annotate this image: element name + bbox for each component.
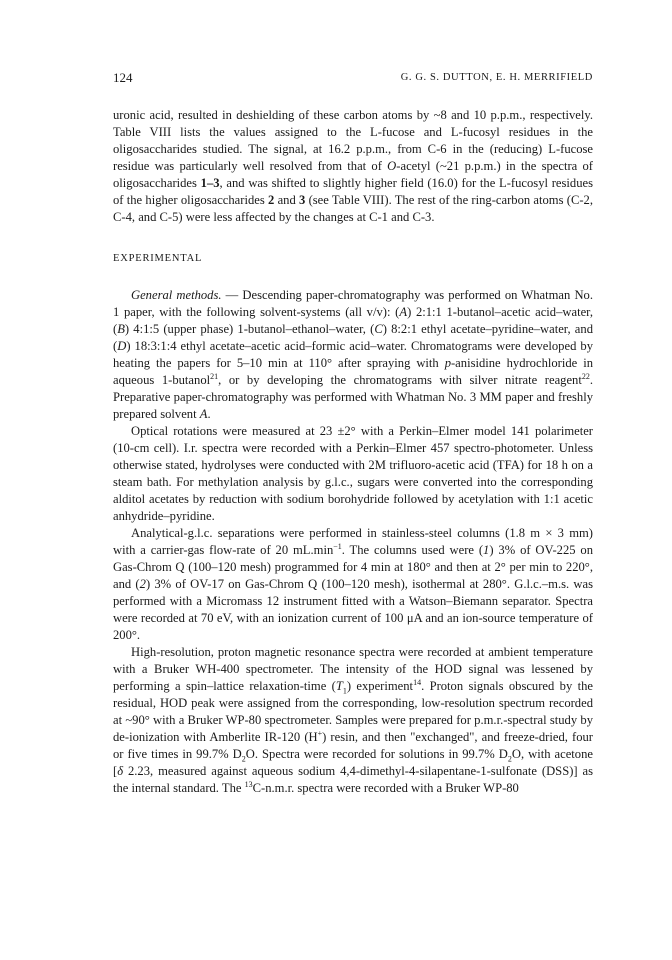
- article-body: [113, 107, 593, 797]
- running-head: G. G. S. DUTTON, E. H. MERRIFIELD: [400, 72, 593, 83]
- section-heading-experimental: EXPERIMENTAL: [113, 253, 203, 264]
- page-number: 124: [113, 70, 133, 85]
- general-methods-title: General methods.: [131, 288, 222, 302]
- paragraph-results-continued: uronic acid, resulted in deshielding of these carbon atoms by ~8 and 10 p.p.m., respectively. Table VIII lists the values assigned to the L-fucose and L-fucosyl residues in the oligosaccharides studied. The signal, at 16.2 p.p.m., from C-6 in the (reducing) L-fucose residue was particularly well resolved from that of O-acetyl (~21 p.p.m.) in the spectra of oligosaccharides 1–3, and was shifted to slightly higher field (16.0) for the L-fucosyl residues of the higher oligosaccharides 2 and 3 (see Table VIII). The rest of the ring-carbon atoms (C-2, C-4, and C-5) were less affected by the changes at C-1 and C-3.: [113, 108, 593, 224]
- paragraph-glc-separations: Analytical-g.l.c. separations were performed in stainless-steel columns (1.8 m × 3 mm) with a carrier-gas flow-rate of 20 $mL.\min^{-1}$. The columns used were (1) 3% of OV-225 on Gas-Chrom Q (100–120 mesh) programmed for 4 min at 180° and then at 2° per min to 220°, and (2) 3% of OV-17 on Gas-Chrom Q (100–120 mesh), isothermal at 280°. G.l.c.–m.s. was performed with a Micromass 12 instrument fitted with a Watson–Biemann separator. Spectra were recorded at 70 eV, with an ionization current of 100 μA and an ion-source temperature of 200°.: [113, 526, 594, 642]
- paragraph-nmr-spectra: High-resolution, proton magnetic resonance spectra were recorded at ambient temperature with a Bruker WH-400 spectrometer. The intensity of the HOD signal was lessened by performing a spin–lattice relaxation-time $(T_1)$ experiment$^{14}$. Proton signals obscured by the residual, HOD peak were assigned from the corresponding, low-resolution spectrum recorded at ~90° with a Bruker WP-80 spectrometer. Samples were prepared for p.m.r.-spectral study by de-ionization with Amberlite IR-120 (H+) resin, and then "exchanged", and freeze-dried, four or five times in 99.7% $D_2O$. Spectra were recorded for solutions in 99.7% $D_2O$, with acetone [δ 2.23, measured against aqueous sodium 4,4-dimethyl-4-silapentane-1-sulfonate (DSS)] as the internal standard. The $^{13}$C-n.m.r. spectra were recorded with a Bruker WP-80: [113, 645, 593, 795]
- paragraph-optical-rotations: Optical rotations were measured at 23 ±2° with a Perkin–Elmer model 141 polarimeter (10-cm cell). I.r. spectra were recorded with a Perkin–Elmer 457 spectro-photometer. Unless otherwise stated, hydrolyses were conducted with 2M trifluoro-acetic acid (TFA) for 18 h on a steam bath. For methylation analysis by g.l.c., sugars were converted into the corresponding alditol acetates by reduction with sodium borohydride followed by acetylation with 1:1 acetic anhydride–pyridine.: [113, 424, 594, 523]
- page-header: [113, 69, 593, 85]
- paragraph-general-methods: General methods. — Descending paper-chromatography was performed on Whatman No. 1 paper, with the following solvent-systems (all v/v): (A) 2:1:1 1-butanol–acetic acid–water, (B) 4:1:5 (upper phase) 1-butanol–ethanol–water, (C) 8:2:1 ethyl acetate–pyridine–water, and (D) 18:3:1:4 ethyl acetate–acetic acid–formic acid–water. Chromatograms were developed by heating the papers for 5–10 min at 110° after spraying with p-anisidine hydrochloride in aqueous 1-butanol$^{21}$, or by developing the chromatograms with silver nitrate reagent$^{22}$. Preparative paper-chromatography was performed with Whatman No. 3 MM paper and freshly prepared solvent A.: [113, 288, 594, 421]
